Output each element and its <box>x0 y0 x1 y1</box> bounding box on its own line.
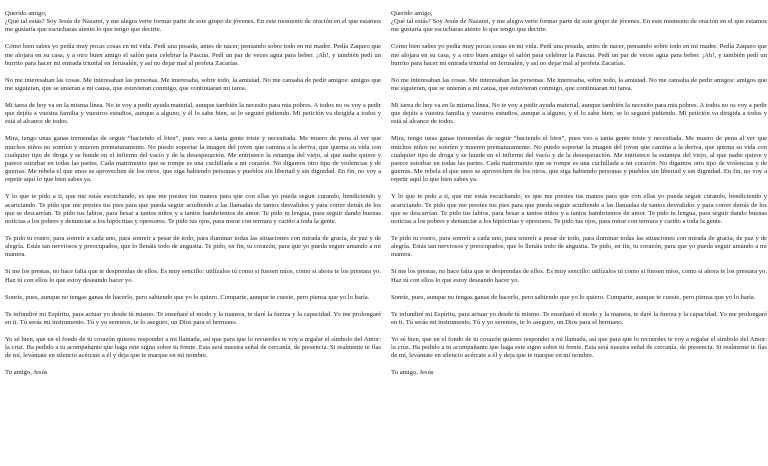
paragraph-friendship: No me interesaban las cosas. Me interesaban las personas. Me interesaba, sobre todo, la amistad. No me cansaba de pedir amigos: amigos que me siguieran, que se unieran a mi causa, que estuvieran conmigo, que continuaran mi tarea. <box>5 76 381 93</box>
paragraph-greeting: Querido amigo, ¿Qué tal estás? Soy Jesús de Nazaret, y me alegra verte formar parte de este grupo de jóvenes. En este momento de oración en el que estamos me gustaría que escucharas atento lo que tengo que decirte. <box>5 10 381 34</box>
paragraph-smile: Sonríe, pues, aunque no tengas ganas de hacerlo, pero sabiendo que yo lo quiero. Comparte, aunque te cueste, pero piensa que yo lo haría. <box>391 293 756 301</box>
signature: Tu amigo, Jesús <box>391 369 434 377</box>
letter-column-right <box>391 10 767 386</box>
paragraph-task: Mi tarea de hoy va en la misma línea. No te voy a pedir ayuda material, aunque también la necesito para mis pobres. A todos no os voy a pedir que dejéis a vuestra familia y vuestros estudios, aunque a alguno, y él lo sabe bien, se lo seguiré pidiendo. Mi petición va dirigida a todos y está al alcance de todos. <box>5 102 381 126</box>
signature: Tu amigo, Jesús <box>5 369 48 377</box>
paragraph-friendship: No me interesaban las cosas. Me interesaban las personas. Me interesaba, sobre todo, la amistad. No me cansaba de pedir amigos: amigos que me siguieran, que se unieran a mi causa, que estuvieran conmigo, que continuaran mi tarea. <box>391 76 767 93</box>
paragraph-cross: Yo sé bien, que en el fondo de tu corazón quieres responder a mi llamada, así que para que lo recuerdes te voy a regalar el símbolo del Amor: la cruz. Ha pedido a tu acompañante que haga este signo sobre tu frente. Esta será nuestra señal de cercanía, de presencia. Si realmente te fías de mí, levántate en silencio acércate a él y deja que te marque en mi nombre. <box>391 335 767 360</box>
paragraph-hands-feet: Y lo que te pido a ti, que me estás escuchando, es que me prestes tus manos para que con ellas yo pueda seguir curando, bendiciendo y acariciando. Te pido que me prestes tus pies para que pueda seguir acudiendo a las llamadas de tantos desvalidos y para correr detrás de los que se descarrían. Te pido tus labios, para besar a tantos niños y a tantos hambrientos de amor. Te pido tu lengua, para seguir dando buenas noticias a los pobres y denunciar a los hipócritas y opresores. Te pido tus ojos, para mirar con ternura y cariño a toda la gente. <box>391 193 767 226</box>
paragraph-hands-feet: Y lo que te pido a ti, que me estás escuchando, es que me prestes tus manos para que con ellas yo pueda seguir curando, bendiciendo y acariciando. Te pido que me prestes tus pies para que pueda seguir acudiendo a las llamadas de tantos desvalidos y para correr detrás de los que se descarrían. Te pido tus labios, para besar a tantos niños y a tantos hambrientos de amor. Te pido tu lengua, para seguir dando buenas noticias a los pobres y denunciar a los hipócritas y opresores. Te pido tus ojos, para mirar con ternura y cariño a toda la gente. <box>5 193 381 226</box>
paragraph-task: Mi tarea de hoy va en la misma línea. No te voy a pedir ayuda material, aunque también la necesito para mis pobres. A todos no os voy a pedir que dejéis a vuestra familia y vuestros estudios, aunque a alguno, y él lo sabe bien, se lo seguiré pidiendo. Mi petición va dirigida a todos y está al alcance de todos. <box>391 102 767 126</box>
paragraph-greeting: Querido amigo, ¿Qué tal estás? Soy Jesús de Nazaret, y me alegra verte formar parte de este grupo de jóvenes. En este momento de oración en el que estamos me gustaría que escucharas atento lo que tengo que decirte. <box>391 10 767 34</box>
paragraph-lend: Si me los prestas, no hace falta que te desprendas de ellos. Es muy sencillo: utilízalos tú como si fuesen míos, como si ahora te los prestara yo. Haz tú con ellos lo que estoy deseando hacer yo. <box>5 268 381 284</box>
paragraph-smile: Sonríe, pues, aunque no tengas ganas de hacerlo, pero sabiendo que yo lo quiero. Comparte, aunque te cueste, pero piensa que yo lo haría. <box>5 293 370 301</box>
paragraph-doing-good: Mira, tengo unas ganas tremendas de seguir “haciendo el bien”, pues veo a tanta gente triste y necesitada. Me muero de pena al ver que muchos niños no sonríen y mueren prematuramente. No puedo soportar la imagen del joven que camina a la deriva, que quema su vida con cualquier tipo de droga y se hunde en el infierno del vacío y de la desesperación. Me entristece la estampa del viejo, al que nadie quiere y parece estorbar en todas las partes. Cada matrimonio que se rompe es una cuchillada a mi corazón. No digamos otro tipo de violencias y de guerras. Me rebela el que unos se aprovechen de los otros, que siga habiendo personas y pueblos sin libertad y sin dignidad. En fin, no voy a repetir aquí lo que bien sabes ya. <box>391 135 767 184</box>
paragraph-face-heart: Te pido tu rostro, para sonreír a cada uno, para sonreír a pesar de todo, para iluminar todas las situaciones con mirada de gracia, de paz y de alegría. Estás tan nerviosos y preocupados, que lo llenáis todo de angustia. Te pido, en fin, tu corazón, para que yo pueda seguir amando a mi manera. <box>5 235 381 259</box>
paragraph-cross: Yo sé bien, que en el fondo de tu corazón quieres responder a mi llamada, así que para que lo recuerdes te voy a regalar el símbolo del Amor: la cruz. Ha pedido a tu acompañante que haga este signo sobre tu frente. Esta será nuestra señal de cercanía, de presencia. Si realmente te fías de mí, levántate en silencio acércate a él y deja que te marque en mi nombre. <box>5 335 381 360</box>
letter-column-left <box>5 10 381 386</box>
paragraph-requests: Como bien sabes yo pedía muy pocas cosas en mi vida. Pedí una posada, antes de nacer, pensando sobre todo en mi madre. Pedía Zaqueo que me alojara en su casa, y a otro buen amigo el salón para celebrar la Pascua. Pedí un par de veces agua para beber. ¡Ah!, y también pedí un burrito para hacer mi entrada triunfal en Jerusalén, y así no dejar mal al profeta Zacarías. <box>5 43 381 67</box>
paragraph-lend: Si me los prestas, no hace falta que te desprendas de ellos. Es muy sencillo: utilízalos tú como si fuesen míos, como si ahora te los prestara yo. Haz tú con ellos lo que estoy deseando hacer yo. <box>391 268 767 284</box>
paragraph-doing-good: Mira, tengo unas ganas tremendas de seguir “haciendo el bien”, pues veo a tanta gente triste y necesitada. Me muero de pena al ver que muchos niños no sonríen y mueren prematuramente. No puedo soportar la imagen del joven que camina a la deriva, que quema su vida con cualquier tipo de droga y se hunde en el infierno del vacío y de la desesperación. Me entristece la estampa del viejo, al que nadie quiere y parece estorbar en todas las partes. Cada matrimonio que se rompe es una cuchillada a mi corazón. No digamos otro tipo de violencias y de guerras. Me rebela el que unos se aprovechen de los otros, que siga habiendo personas y pueblos sin libertad y sin dignidad. En fin, no voy a repetir aquí lo que bien sabes ya. <box>5 135 381 184</box>
paragraph-requests: Como bien sabes yo pedía muy pocas cosas en mi vida. Pedí una posada, antes de nacer, pensando sobre todo en mi madre. Pedía Zaqueo que me alojara en su casa, y a otro buen amigo el salón para celebrar la Pascua. Pedí un par de veces agua para beber. ¡Ah!, y también pedí un burrito para hacer mi entrada triunfal en Jerusalén, y así no dejar mal al profeta Zacarías. <box>391 43 767 67</box>
paragraph-spirit: Te infundiré mi Espíritu, para actuar yo desde tú mismo. Te enseñaré el modo y la manera, te daré la fuerza y la capacidad. Yo me prolongaré en ti. Tú serás mi instrumento. Tú y yo seremos, te lo aseguro, un Dios para el hermano. <box>391 310 767 326</box>
paragraph-face-heart: Te pido tu rostro, para sonreír a cada uno, para sonreír a pesar de todo, para iluminar todas las situaciones con mirada de gracia, de paz y de alegría. Estás tan nerviosos y preocupados, que lo llenáis todo de angustia. Te pido, en fin, tu corazón, para que yo pueda seguir amando a mi manera. <box>391 235 767 259</box>
paragraph-spirit: Te infundiré mi Espíritu, para actuar yo desde tú mismo. Te enseñaré el modo y la manera, te daré la fuerza y la capacidad. Yo me prolongaré en ti. Tú serás mi instrumento. Tú y yo seremos, te lo aseguro, un Dios para el hermano. <box>5 310 381 326</box>
